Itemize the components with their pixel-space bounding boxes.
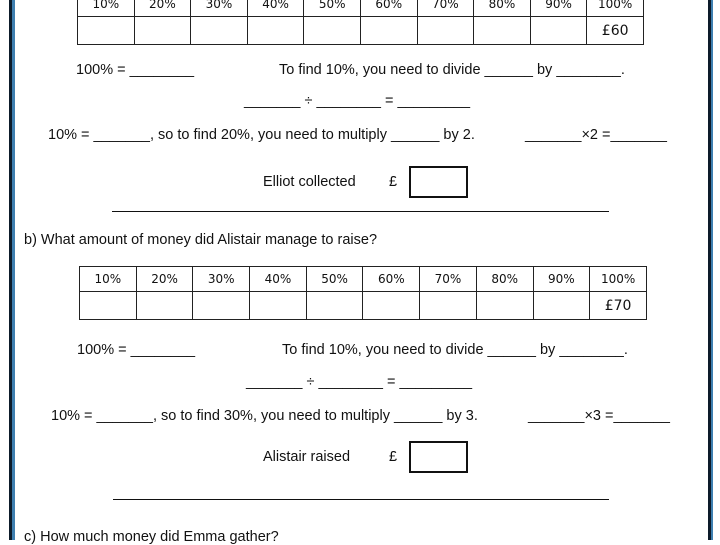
header-cell: 50% [306,267,363,292]
page-border-right-accent [711,0,713,540]
value-cell[interactable] [136,292,193,320]
value-cell[interactable] [360,17,417,45]
header-cell: 100% [590,267,647,292]
multiply-instruction-a: 10% = _______, so to find 20%, you need to multiply ______ by 2. [48,127,475,143]
hundred-percent-line-b: 100% = ________ [77,342,196,358]
value-cell[interactable] [476,292,533,320]
header-cell: 80% [476,267,533,292]
header-cell: 70% [417,0,474,17]
result-label-b: Alistair raised [263,449,351,465]
divide-instruction-a: To find 10%, you need to divide ______ by ________. [279,62,625,78]
header-cell: 60% [360,0,417,17]
value-cell[interactable] [420,292,477,320]
header-cell: 40% [250,267,307,292]
header-cell: 90% [530,0,587,17]
value-cell[interactable] [363,292,420,320]
question-b: b) What amount of money did Alistair manage to raise? [24,232,378,248]
header-cell: 50% [304,0,361,17]
divide-instruction-b: To find 10%, you need to divide ______ by ________. [282,342,628,358]
header-cell: 20% [136,267,193,292]
currency-symbol-b: £ [389,449,398,465]
table-header-row [78,0,644,17]
value-cell[interactable] [134,17,191,45]
currency-symbol-a: £ [389,174,398,190]
question-c: c) How much money did Emma gather? [24,529,279,545]
value-cell[interactable] [247,17,304,45]
value-cell[interactable] [474,17,531,45]
value-cell[interactable] [304,17,361,45]
header-cell: 90% [533,267,590,292]
table-value-row [78,17,644,45]
header-cell: 30% [191,0,248,17]
page-border-left-accent [12,0,15,540]
division-equation-a: _______ ÷ ________ = _________ [244,93,471,109]
header-cell: 70% [420,267,477,292]
table-header-row [80,267,647,292]
table-value-row [80,292,647,320]
multiply-instruction-b: 10% = _______, so to find 30%, you need to multiply ______ by 3. [51,408,478,424]
times-equation-a: _______×2 =_______ [525,127,667,143]
value-cell-total: £70 [590,292,647,320]
header-cell: 100% [587,0,644,17]
result-label-a: Elliot collected [263,174,356,190]
value-cell[interactable] [250,292,307,320]
value-cell[interactable] [191,17,248,45]
value-cell[interactable] [533,292,590,320]
header-cell: 30% [193,267,250,292]
times-equation-b: _______×3 =_______ [528,408,670,424]
header-cell: 20% [134,0,191,17]
percentage-table-b [79,266,647,320]
value-cell[interactable] [530,17,587,45]
separator-line [113,499,609,500]
answer-box-alistair[interactable] [409,441,468,473]
value-cell-total: £60 [587,17,644,45]
value-cell[interactable] [78,17,135,45]
hundred-percent-line-a: 100% = ________ [76,62,195,78]
value-cell[interactable] [417,17,474,45]
value-cell[interactable] [306,292,363,320]
header-cell: 60% [363,267,420,292]
header-cell: 10% [78,0,135,17]
answer-box-elliot[interactable] [409,166,468,198]
separator-line [112,211,609,212]
header-cell: 10% [80,267,137,292]
value-cell[interactable] [80,292,137,320]
division-equation-b: _______ ÷ ________ = _________ [246,374,473,390]
value-cell[interactable] [193,292,250,320]
header-cell: 80% [474,0,531,17]
percentage-table-a [77,0,644,45]
header-cell: 40% [247,0,304,17]
